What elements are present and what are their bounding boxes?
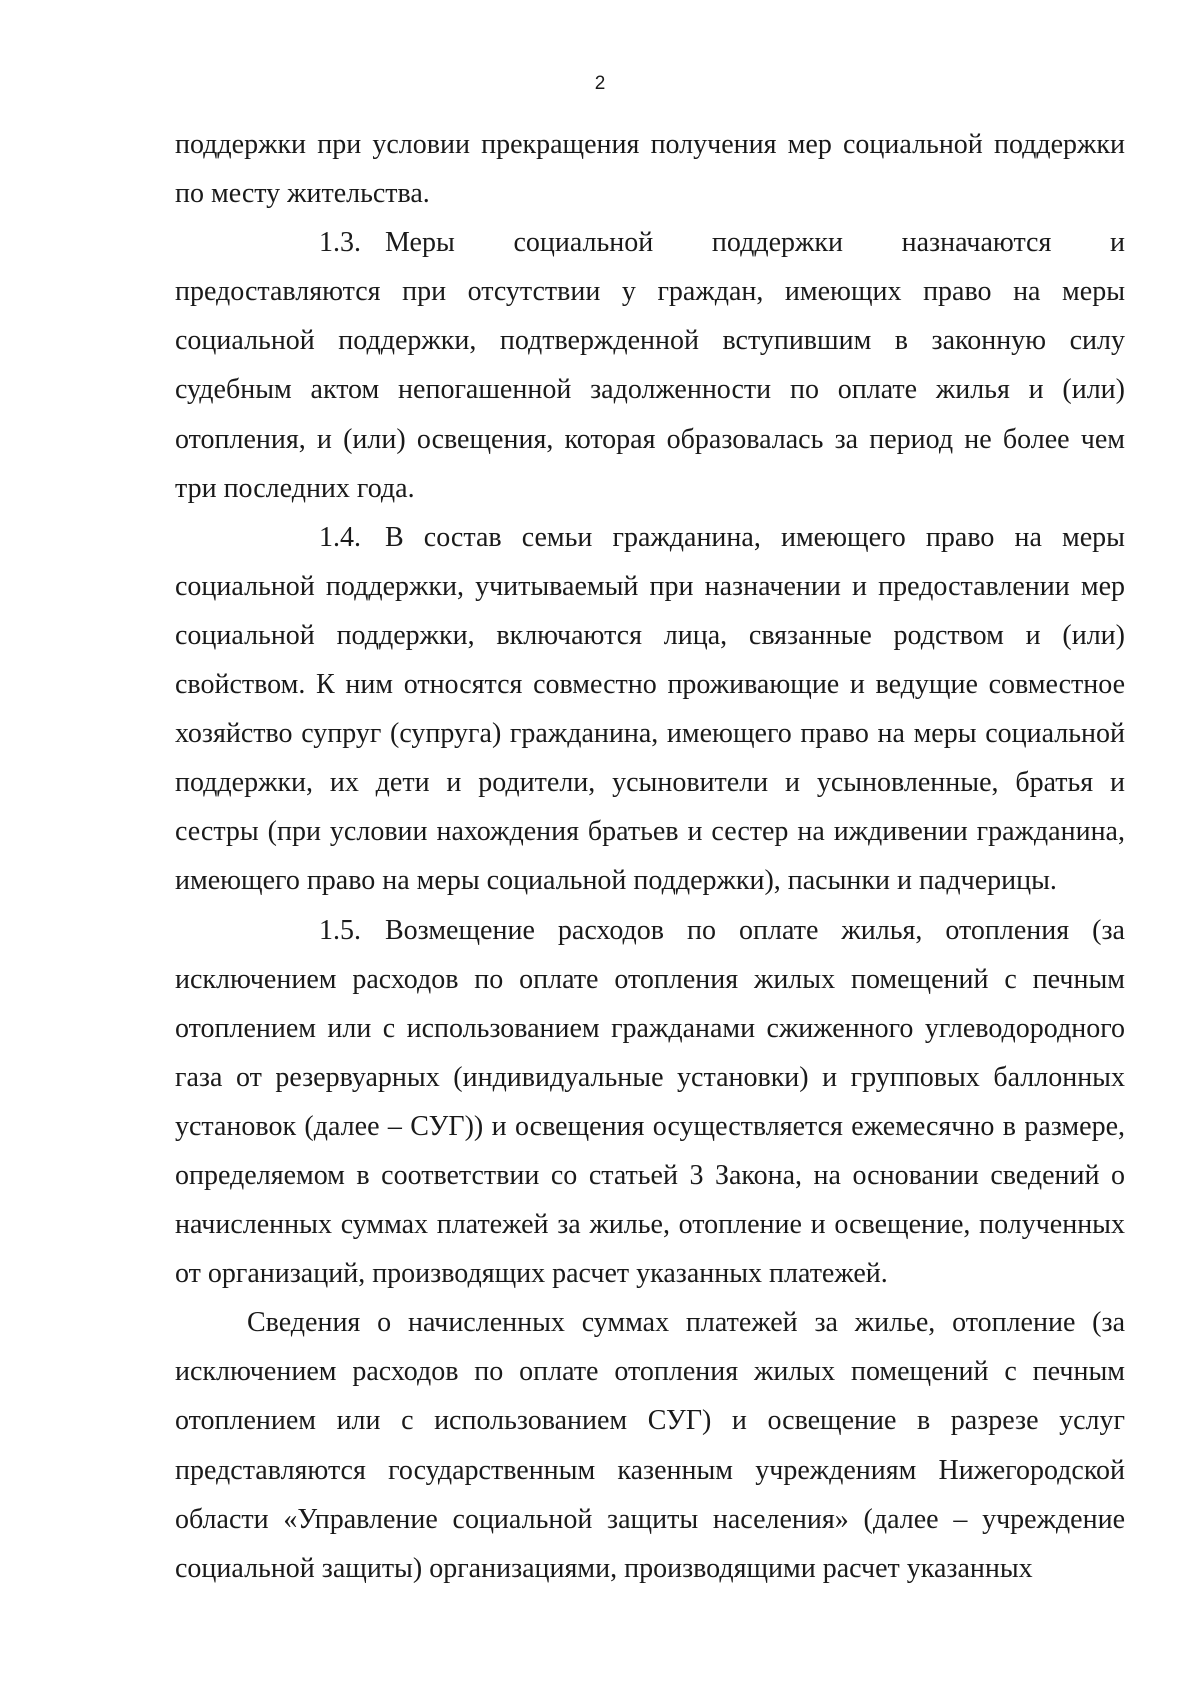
paragraph-1-3: [175, 218, 1125, 513]
paragraph-continuation: [175, 120, 1125, 218]
paragraph-text: Сведения о начисленных суммах платежей за жилье, отопление (за исключением расходов по оплате отопления жилых помещений с печным отоплением или с использованием СУГ) и освещение в разрезе услуг представляются государственным казенным учреждениям Нижегородской области «Управление социальной защиты населения» (далее – учреждение социальной защиты) организациями, производящими расчет указанных: [175, 1307, 1125, 1584]
paragraph-text: Возмещение расходов по оплате жилья, отопления (за исключением расходов по оплате отопления жилых помещений с печным отоплением или с использованием гражданами сжиженного углеводородного газа от резервуарных (индивидуальные установки) и групповых баллонных установок (далее – СУГ)) и освещения осуществляется ежемесячно в размере, определяемом в соответствии со статьей 3 Закона, на основании сведений о начисленных суммах платежей за жилье, отопление и освещение, полученных от организаций, производящих расчет указанных платежей.: [175, 914, 1125, 1290]
paragraph-text: Меры социальной поддержки назначаются и предоставляются при отсутствии у граждан, имеющих право на меры социальной поддержки, подтвержденной вступившим в законную силу судебным актом непогашенной задолженности по оплате жилья и (или) отопления, и (или) освещения, которая образовалась за период не более чем три последних года.: [175, 227, 1125, 504]
document-body: [175, 120, 1125, 1593]
paragraph-svedeniya: [175, 1298, 1125, 1593]
page-number: 2: [594, 73, 606, 94]
paragraph-number: 1.4.: [319, 521, 361, 553]
paragraph-1-4: [175, 513, 1125, 906]
paragraph-1-5: [175, 906, 1125, 1299]
paragraph-text: В состав семьи гражданина, имеющего право на меры социальной поддержки, учитываемый при назначении и предоставлении мер социальной поддержки, включаются лица, связанные родством и (или) свойством. К ним относятся совместно проживающие и ведущие совместное хозяйство супруг (супруга) гражданина, имеющего право на меры социальной поддержки, их дети и родители, усыновители и усыновленные, братья и сестры (при условии нахождения братьев и сестер на иждивении гражданина, имеющего право на меры социальной поддержки), пасынки и падчерицы.: [175, 521, 1125, 897]
paragraph-number: 1.5.: [319, 914, 361, 946]
paragraph-text: поддержки при условии прекращения получения мер социальной поддержки по месту жительства.: [175, 129, 1125, 210]
paragraph-number: 1.3.: [319, 227, 361, 259]
